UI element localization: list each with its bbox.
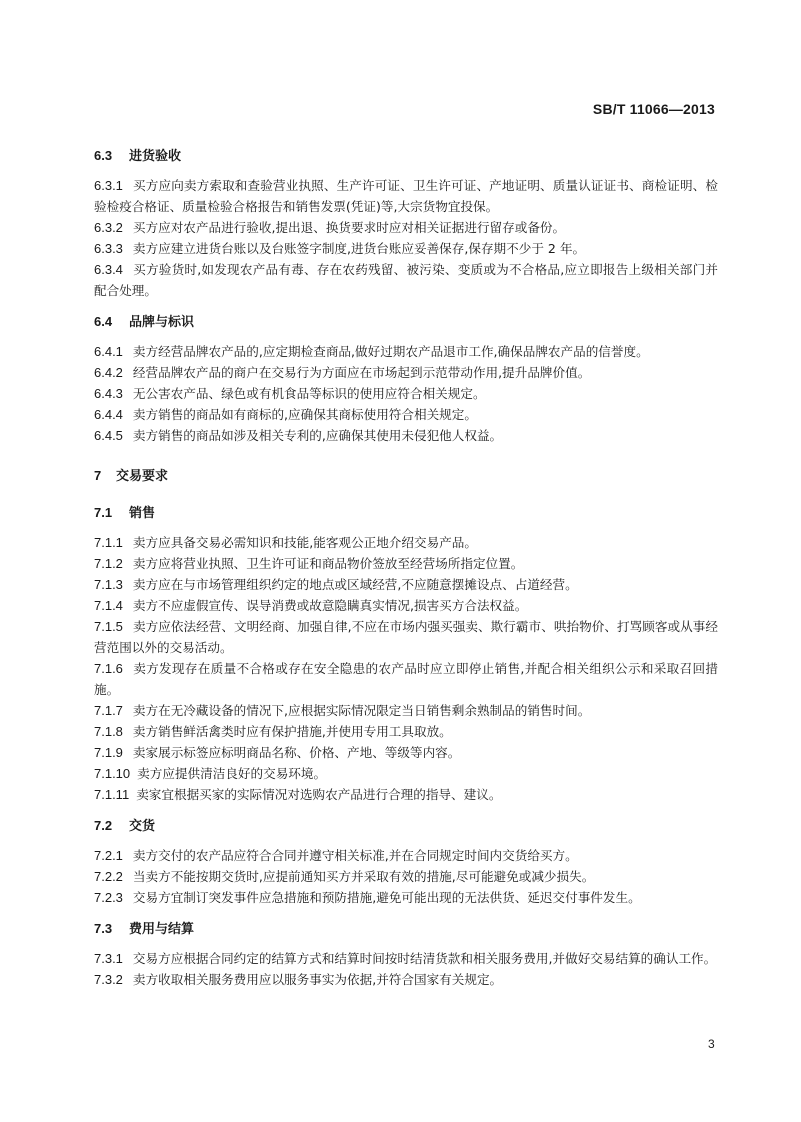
clause-text: 买方应对农产品进行验收,提出退、换货要求时应对相关证据进行留存或备份。 <box>132 220 566 235</box>
clause-number: 6.4.1 <box>94 344 123 359</box>
clause-6-4-2 <box>94 362 718 383</box>
clause-number: 7.1.1 <box>94 535 123 550</box>
heading-number: 7 <box>94 468 102 483</box>
section-heading-6-4 <box>94 312 718 333</box>
clause-number: 6.4.4 <box>94 407 123 422</box>
clause-7-3-2 <box>94 969 718 990</box>
clause-text: 卖方应建立进货台账以及台账签字制度,进货台账应妥善保存,保存期不少于 2 年。 <box>132 241 586 256</box>
clause-text: 卖方收取相关服务费用应以服务事实为依据,并符合国家有关规定。 <box>132 972 503 987</box>
clause-text: 卖方应将营业执照、卫生许可证和商品物价签放至经营场所指定位置。 <box>132 556 524 571</box>
clause-text: 卖方应具备交易必需知识和技能,能客观公正地介绍交易产品。 <box>132 535 477 550</box>
clause-7-1-1 <box>94 532 718 553</box>
clause-number: 6.4.3 <box>94 386 123 401</box>
clause-text: 经营品牌农产品的商户在交易行为方面应在市场起到示范带动作用,提升品牌价值。 <box>132 365 591 380</box>
clause-text: 卖方不应虚假宣传、误导消费或故意隐瞒真实情况,损害买方合法权益。 <box>132 598 528 613</box>
clause-number: 7.1.7 <box>94 703 123 718</box>
clause-7-1-8 <box>94 721 718 742</box>
clause-text: 卖方在无冷藏设备的情况下,应根据实际情况限定当日销售剩余熟制品的销售时间。 <box>132 703 591 718</box>
standard-code: SB/T 11066—2013 <box>592 101 715 117</box>
clause-7-1-5 <box>94 616 718 658</box>
clause-text: 当卖方不能按期交货时,应提前通知买方并采取有效的措施,尽可能避免或减少损失。 <box>132 869 595 884</box>
clause-text: 卖方销售鲜活禽类时应有保护措施,并使用专用工具取放。 <box>132 724 452 739</box>
heading-title: 交货 <box>129 819 156 834</box>
clause-6-3-4 <box>94 259 718 301</box>
clause-number: 7.2.2 <box>94 869 123 884</box>
clause-text: 买方应向卖方索取和查验营业执照、生产许可证、卫生许可证、产地证明、质量认证证书、商检证明、检验检疫合格证、质量检验合格报告和销售发票(凭证)等,大宗货物宜投保。 <box>94 178 718 214</box>
clause-number: 6.4.5 <box>94 428 123 443</box>
clause-6-4-1 <box>94 341 718 362</box>
clause-number: 7.1.6 <box>94 661 123 676</box>
clause-text: 交易方应根据合同约定的结算方式和结算时间按时结清货款和相关服务费用,并做好交易结算的确认工作。 <box>132 951 717 966</box>
heading-title: 销售 <box>129 506 156 521</box>
section-heading-7-1 <box>94 503 718 524</box>
clause-7-1-11 <box>94 784 718 805</box>
clause-text: 卖方销售的商品如有商标的,应确保其商标使用符合相关规定。 <box>132 407 477 422</box>
clause-text: 卖家展示标签应标明商品名称、价格、产地、等级等内容。 <box>132 745 461 760</box>
clause-text: 卖方应提供清洁良好的交易环境。 <box>137 766 327 781</box>
clause-number: 7.1.2 <box>94 556 123 571</box>
clause-number: 7.1.10 <box>94 766 131 781</box>
clause-6-3-2 <box>94 217 718 238</box>
clause-number: 6.3.4 <box>94 262 123 277</box>
clause-text: 卖方应在与市场管理组织约定的地点或区域经营,不应随意摆摊设点、占道经营。 <box>132 577 578 592</box>
clause-number: 7.1.4 <box>94 598 123 613</box>
clause-text: 交易方宜制订突发事件应急措施和预防措施,避免可能出现的无法供货、延迟交付事件发生。 <box>132 890 641 905</box>
section-heading-7-3 <box>94 919 718 940</box>
heading-number: 6.4 <box>94 314 113 329</box>
clause-6-4-4 <box>94 404 718 425</box>
heading-number: 7.1 <box>94 505 113 520</box>
clause-number: 6.4.2 <box>94 365 123 380</box>
section-heading-7-2 <box>94 816 718 837</box>
clause-text: 卖方经营品牌农产品的,应定期检查商品,做好过期农产品退市工作,确保品牌农产品的信誉度。 <box>132 344 649 359</box>
clause-number: 7.1.8 <box>94 724 123 739</box>
clause-number: 6.3.2 <box>94 220 123 235</box>
clause-text: 无公害农产品、绿色或有机食品等标识的使用应符合相关规定。 <box>132 386 486 401</box>
clause-text: 卖方销售的商品如涉及相关专利的,应确保其使用未侵犯他人权益。 <box>132 428 503 443</box>
clause-number: 6.3.1 <box>94 178 123 193</box>
document-body <box>94 146 718 990</box>
heading-title: 品牌与标识 <box>129 315 195 330</box>
clause-7-1-3 <box>94 574 718 595</box>
clause-7-3-1 <box>94 948 718 969</box>
heading-number: 7.3 <box>94 921 113 936</box>
clause-number: 7.3.1 <box>94 951 123 966</box>
clause-7-1-7 <box>94 700 718 721</box>
clause-text: 卖方交付的农产品应符合合同并遵守相关标准,并在合同规定时间内交货给买方。 <box>132 848 578 863</box>
clause-number: 7.1.11 <box>94 787 130 802</box>
clause-text: 买方验货时,如发现农产品有毒、存在农药残留、被污染、变质或为不合格品,应立即报告上级相关部门并配合处理。 <box>94 262 718 298</box>
clause-number: 6.3.3 <box>94 241 123 256</box>
heading-title: 交易要求 <box>116 469 169 484</box>
clause-6-3-3 <box>94 238 718 259</box>
heading-number: 7.2 <box>94 818 113 833</box>
heading-title: 进货验收 <box>129 149 182 164</box>
clause-6-3-1 <box>94 175 718 217</box>
clause-7-1-6 <box>94 658 718 700</box>
clause-number: 7.2.3 <box>94 890 123 905</box>
clause-7-2-2 <box>94 866 718 887</box>
heading-title: 费用与结算 <box>129 922 195 937</box>
clause-6-4-3 <box>94 383 718 404</box>
clause-number: 7.1.3 <box>94 577 123 592</box>
clause-7-2-3 <box>94 887 718 908</box>
clause-6-4-5 <box>94 425 718 446</box>
clause-text: 卖方发现存在质量不合格或存在安全隐患的农产品时应立即停止销售,并配合相关组织公示和采取召回措施。 <box>94 661 718 697</box>
clause-number: 7.3.2 <box>94 972 123 987</box>
section-heading-7 <box>94 466 718 487</box>
clause-7-1-10 <box>94 763 718 784</box>
clause-text: 卖家宜根据买家的实际情况对选购农产品进行合理的指导、建议。 <box>136 787 502 802</box>
clause-text: 卖方应依法经营、文明经商、加强自律,不应在市场内强买强卖、欺行霸市、哄抬物价、打骂顾客或从事经营范围以外的交易活动。 <box>94 619 718 655</box>
clause-7-2-1 <box>94 845 718 866</box>
clause-number: 7.2.1 <box>94 848 123 863</box>
section-heading-6-3 <box>94 146 718 167</box>
clause-number: 7.1.5 <box>94 619 123 634</box>
page-number: 3 <box>708 1037 715 1051</box>
clause-7-1-9 <box>94 742 718 763</box>
clause-number: 7.1.9 <box>94 745 123 760</box>
heading-number: 6.3 <box>94 148 113 163</box>
clause-7-1-4 <box>94 595 718 616</box>
clause-7-1-2 <box>94 553 718 574</box>
